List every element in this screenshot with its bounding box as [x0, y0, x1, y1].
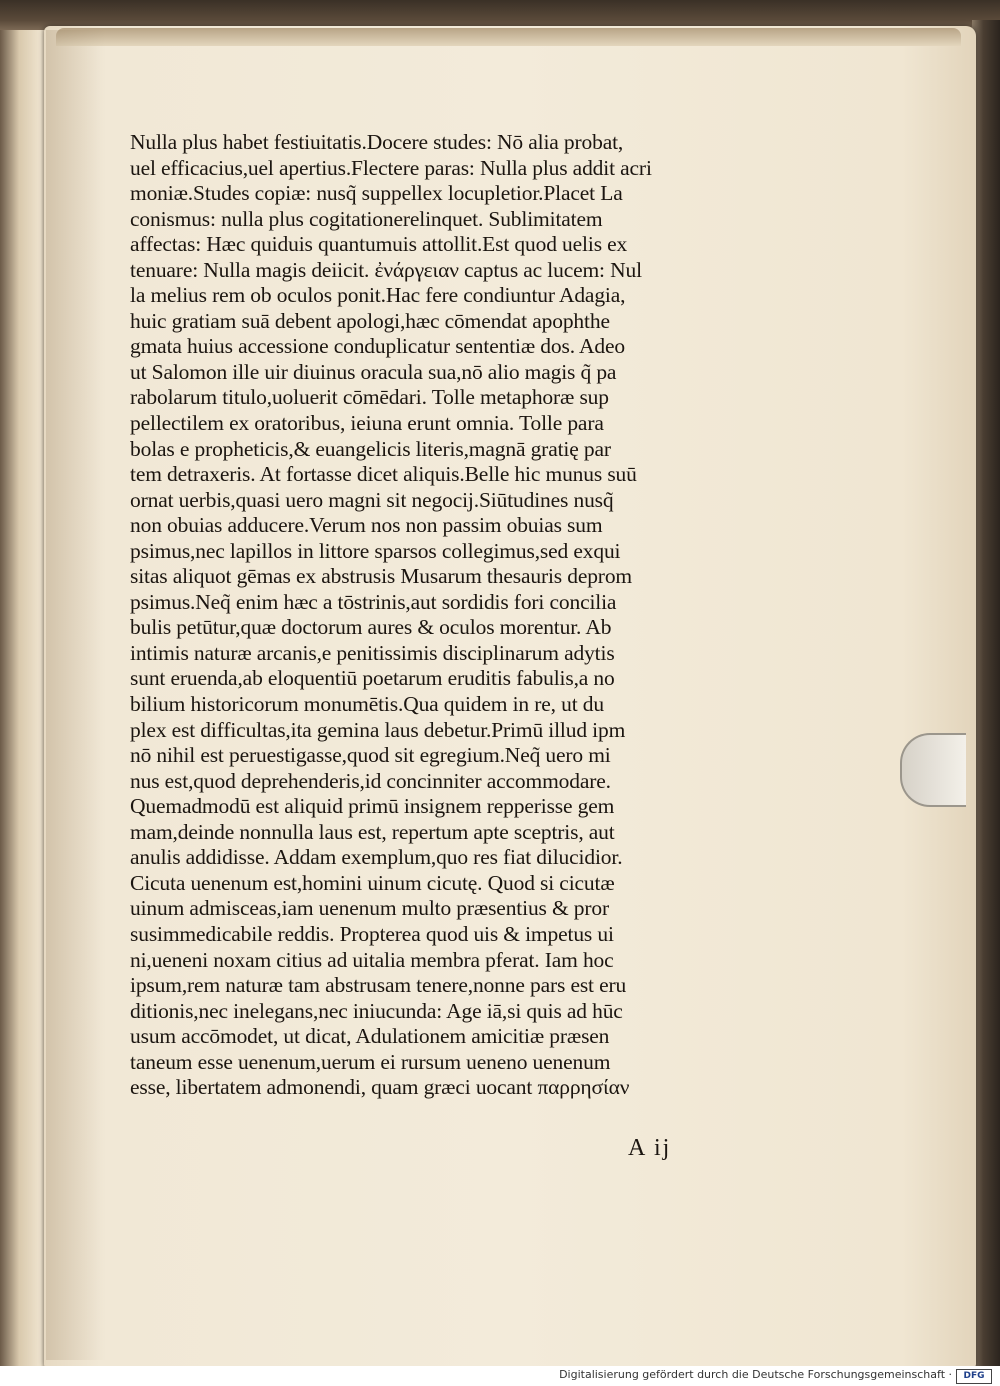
- text-line: psimus.Neq̃ enim hæc a tōstrinis,aut sordidis fori concilia: [130, 589, 617, 614]
- signature-mark: A ij: [628, 1135, 672, 1161]
- text-line: ornat uerbis,quasi uero magni sit negocij.Siūtudines nusq̃: [130, 487, 614, 512]
- text-line: non obuias adducere.Verum nos non passim obuias sum: [130, 513, 603, 538]
- gutter-shadow: [46, 30, 106, 1360]
- text-line: bolas e propheticis,& euangelicis literis,magnā gratię par: [130, 436, 611, 461]
- text-line: pellectilem ex oratoribus, ieiuna erunt omnia. Tolle para: [130, 411, 604, 436]
- text-line: ditionis,nec inelegans,nec iniucunda: Age iā,si quis ad hūc: [130, 998, 623, 1023]
- text-line: bulis petūtur,quæ doctorum aures & oculos morentur. Ab: [130, 615, 612, 640]
- text-line: huic gratiam suā debent apologi,hæc cōmendat apophthe: [130, 308, 610, 333]
- text-line: nus est,quod deprehenderis,id concinniter accommodare.: [130, 768, 611, 793]
- funding-credit: Digitalisierung gefördert durch die Deutsche Forschungsgemeinschaft ·: [559, 1368, 952, 1381]
- text-line: uel efficacius,uel apertius.Flectere paras: Nulla plus addit acri: [130, 155, 652, 180]
- text-line: conismus: nulla plus cogitationerelinquet. Sublimitatem: [130, 206, 603, 231]
- text-line: ni,ueneni noxam citius ad uitalia membra pferat. Iam hoc: [130, 947, 614, 972]
- page-top-edge: [56, 28, 961, 46]
- text-line: Nulla plus habet festiuitatis.Docere studes: Nō alia probat,: [130, 130, 624, 154]
- text-line: rabolarum titulo,uoluerit cōmēdari. Tolle metaphoræ sup: [130, 385, 609, 410]
- text-line: esse, libertatem admonendi, quam græci uocant παρρησίαν: [130, 1075, 630, 1100]
- left-page-edge: [0, 30, 48, 1370]
- book-cover-right: [972, 20, 1000, 1370]
- footer-bar: [0, 1366, 1000, 1386]
- text-line: bilium historicorum monumētis.Qua quidem in re, ut du: [130, 692, 604, 717]
- text-line: anulis addidisse. Addam exemplum,quo res fiat dilucidior.: [130, 845, 623, 870]
- text-line: ut Salomon ille uir diuinus oracula sua,nō alio magis q̃ pa: [130, 359, 617, 384]
- dfg-logo-icon: DFG: [956, 1369, 992, 1384]
- text-line: la melius rem ob oculos ponit.Hac fere condiuntur Adagia,: [130, 283, 626, 308]
- text-line: nō nihil est peruestigasse,quod sit egregium.Neq̃ uero mi: [130, 743, 611, 768]
- text-line: sunt eruenda,ab eloquentiū poetarum eruditis fabulis,a no: [130, 666, 615, 691]
- text-line: susimmedicabile reddis. Propterea quod uis & impetus ui: [130, 921, 614, 946]
- text-line: uinum admisceas,iam uenenum multo præsentius & pror: [130, 896, 610, 921]
- text-line: ipsum,rem naturæ tam abstrusam tenere,nonne pars est eru: [130, 973, 627, 998]
- text-line: psimus,nec lapillos in littore sparsos collegimus,sed exqui: [130, 538, 621, 563]
- text-line: usum accōmodet, ut dicat, Adulationem amicitiæ præsen: [130, 1024, 610, 1049]
- text-line: plex est difficultas,ita gemina laus debetur.Primū illud ipm: [130, 717, 626, 742]
- text-line: affectas: Hæc quiduis quantumuis attollit.Est quod uelis ex: [130, 232, 628, 257]
- page-clip: [900, 733, 966, 807]
- text-line: mam,deinde nonnulla laus est, repertum apte sceptris, aut: [130, 819, 615, 844]
- text-line: sitas aliquot gēmas ex abstrusis Musarum thesauris deprom: [130, 564, 632, 589]
- text-line: moniæ.Studes copiæ: nusq̃ suppellex locupletior.Placet La: [130, 181, 623, 206]
- body-text: [130, 130, 770, 1101]
- text-line: gmata huius accessione conduplicatur sententiæ dos. Adeo: [130, 334, 625, 359]
- text-line: tenuare: Nulla magis deiicit. ἐνάργειαν captus ac lucem: Nul: [130, 257, 642, 282]
- text-line: Cicuta uenenum est,homini uinum cicutę. Quod si cicutæ: [130, 870, 615, 895]
- text-line: Quemadmodū est aliquid primū insignem repperisse gem: [130, 794, 615, 819]
- text-line: intimis naturæ arcanis,e penitissimis disciplinarum adytis: [130, 640, 615, 665]
- text-line: taneum esse uenenum,uerum ei rursum ueneno uenenum: [130, 1049, 611, 1074]
- text-line: tem detraxeris. At fortasse dicet aliquis.Belle hic munus suū: [130, 462, 637, 487]
